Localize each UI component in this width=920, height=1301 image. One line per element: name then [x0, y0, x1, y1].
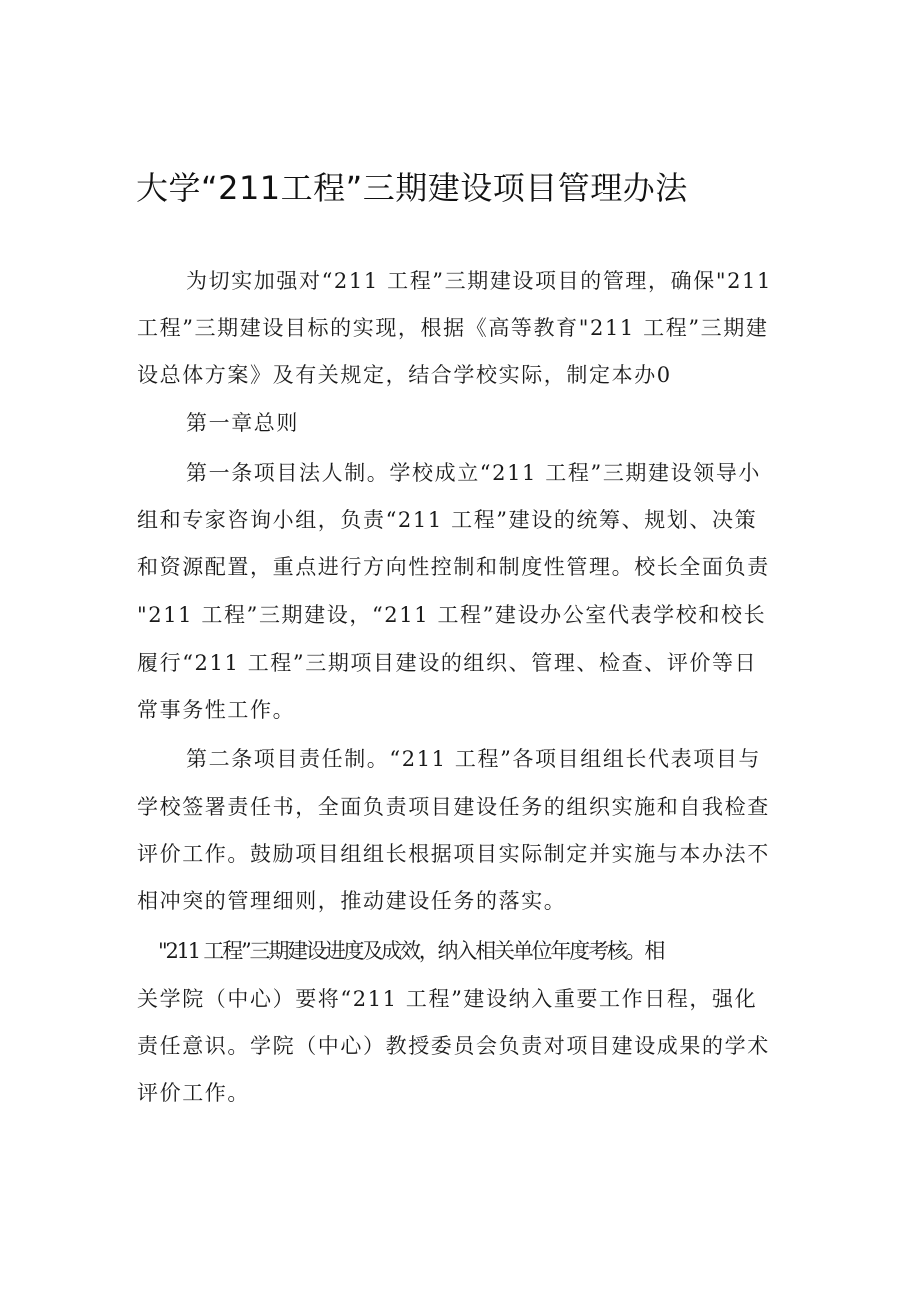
continued-line-1: "211 工程”三期建设进度及成效，纳入相关单位年度考核。相 — [158, 939, 664, 963]
article-2-line-2: 学校签署责任书，全面负责项目建设任务的组织实施和自我检查 — [137, 795, 770, 819]
article-1-line-3: 和资源配置，重点进行方向性控制和制度性管理。校长全面负责 — [137, 555, 770, 579]
document-title: 大学“211工程”三期建设项目管理办法 — [136, 169, 688, 207]
intro-line-1: 为切实加强对“211 工程”三期建设项目的管理，确保"211 — [186, 269, 772, 293]
continued-line-3: 责任意识。学院（中心）教授委员会负责对项目建设成果的学术 — [137, 1034, 770, 1058]
article-2-line-1: 第二条项目责任制。“211 工程”各项目组组长代表项目与 — [186, 747, 762, 771]
article-2-line-4: 相冲突的管理细则，推动建设任务的落实。 — [137, 889, 567, 913]
continued-line-2: 关学院（中心）要将“211 工程”建设纳入重要工作日程，强化 — [137, 987, 758, 1011]
article-1-line-1: 第一条项目法人制。学校成立“211 工程”三期建设领导小 — [186, 461, 762, 485]
article-1-line-5: 履行“211 工程”三期项目建设的组织、管理、检查、评价等日 — [137, 651, 758, 675]
intro-line-2: 工程”三期建设目标的实现，根据《高等教育"211 工程”三期建 — [137, 316, 769, 340]
article-1-line-4: "211 工程”三期建设，“211 工程”建设办公室代表学校和校长 — [137, 603, 767, 627]
article-1-line-2: 组和专家咨询小组，负责“211 工程”建设的统筹、规划、决策 — [137, 508, 758, 532]
chapter-heading: 第一章总则 — [186, 411, 299, 435]
article-2-line-3: 评价工作。鼓励项目组组长根据项目实际制定并实施与本办法不 — [137, 842, 770, 866]
continued-line-4: 评价工作。 — [137, 1081, 250, 1105]
intro-line-3: 设总体方案》及有关规定，结合学校实际，制定本办0 — [137, 363, 672, 387]
article-1-line-6: 常事务性工作。 — [137, 698, 296, 722]
